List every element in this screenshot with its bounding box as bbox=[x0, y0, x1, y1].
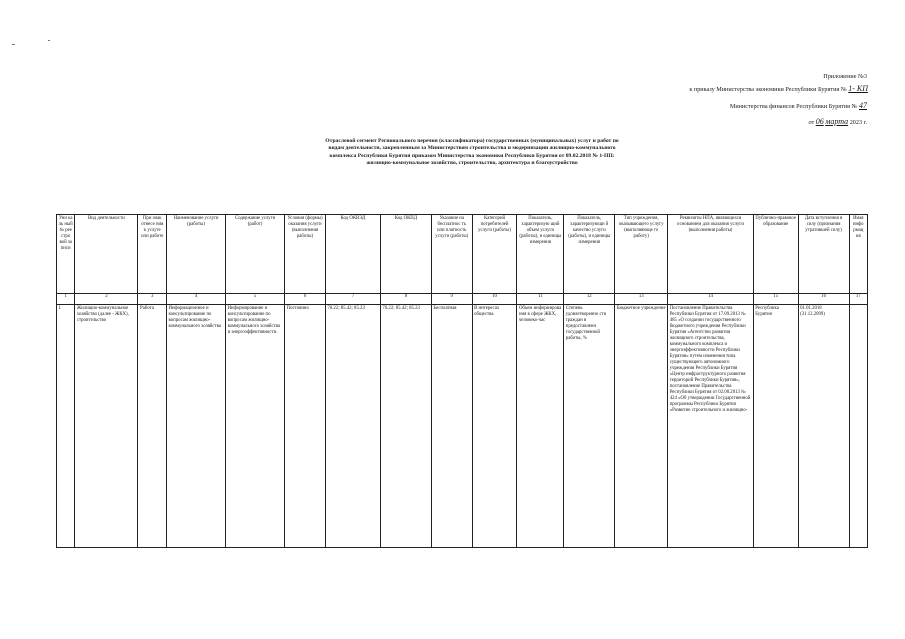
column-number: 14 bbox=[668, 294, 754, 305]
cell-okpd: 70.22; 85.42; 85.23 bbox=[380, 305, 431, 548]
cell-registry-number: 1 bbox=[57, 305, 75, 548]
date-year: 2023 г. bbox=[849, 119, 867, 126]
date-line bbox=[808, 117, 867, 126]
column-number: 7 bbox=[325, 294, 380, 305]
cell-legal-basis: Постановление Правительства Республики Бурятия от 17.09.2013 № 485 «О создании государственного бюджетного учреждения Республики Бурятия «Агентство развития жилищного строительства, коммунального комплекса и энергоэффективности Республики Бурятия» путем изменения типа существующего автономного учреждения Республики Бурятия «Центр инфраструктурного развития территорий Республики Бурятия», постановление Правительства Республики Бурятия от 02.08.2013 № 424 «Об утверждении Государственной программы Республики Бурятия «Развитие строительного и жилищно- bbox=[668, 305, 754, 548]
column-number: 16 bbox=[798, 294, 849, 305]
appendix-label bbox=[823, 73, 867, 80]
column-number: 1 bbox=[57, 294, 75, 305]
column-number: 4 bbox=[167, 294, 226, 305]
column-number: 8 bbox=[380, 294, 431, 305]
services-register-table bbox=[56, 214, 868, 548]
cell-service-name: Информационное и консультирование по вопросам жилищно-коммунального хозяйства bbox=[167, 305, 226, 548]
cell-other-info bbox=[849, 305, 867, 548]
scan-speck bbox=[48, 40, 50, 41]
cell-service-content: Информирование и консультирование по вопросам жилищно-коммунального хозяйства и энергоэффективности. bbox=[226, 305, 285, 548]
cell-quality-indicator: Степень удовлетворенно сти граждан в предоставленн государственной работы, % bbox=[564, 305, 615, 548]
column-number: 10 bbox=[472, 294, 517, 305]
order-line bbox=[689, 84, 868, 93]
column-number: 9 bbox=[431, 294, 472, 305]
table-row bbox=[57, 305, 868, 548]
col-header: Наименование услуги (работы) bbox=[167, 215, 226, 294]
col-header: Код ОКПД bbox=[380, 215, 431, 294]
cell-conditions: Постоянно bbox=[285, 305, 326, 548]
ministry-line-text: Министерства финансов Республики Бурятия № bbox=[729, 103, 858, 110]
date-prefix: от bbox=[808, 119, 815, 126]
ministry-line bbox=[730, 101, 867, 110]
column-number: 17 bbox=[849, 294, 867, 305]
date-day: 06 bbox=[815, 117, 824, 126]
cell-payment: Бесплатная bbox=[431, 305, 472, 548]
col-header: Реквизиты НПА, являющихся основанием для оказания услуги (выполнения работы) bbox=[668, 215, 754, 294]
ministry-number: 47 bbox=[859, 101, 867, 110]
col-header: Дата вступления в силу (признания утратившей силу) bbox=[798, 215, 849, 294]
column-number: 5 bbox=[226, 294, 285, 305]
cell-institution-type: Бюджетное учреждение bbox=[615, 305, 668, 548]
column-number: 2 bbox=[75, 294, 138, 305]
column-number-row bbox=[57, 294, 868, 305]
column-number: 12 bbox=[564, 294, 615, 305]
column-number: 6 bbox=[285, 294, 326, 305]
col-header: Вид деятельности bbox=[75, 215, 138, 294]
cell-public-entity: Республика Бурятия bbox=[753, 305, 798, 548]
col-header: Показатель, характеризую щий объем услуги (работы), и единицы измерения bbox=[517, 215, 564, 294]
col-header: Категорий потребителей услуги (работы) bbox=[472, 215, 517, 294]
col-header: Уни ка ль ный № рее стро вой за писи bbox=[57, 215, 75, 294]
cell-volume-indicator: Объем информирова ния в сфере ЖКХ, человеко-час bbox=[517, 305, 564, 548]
cell-service-or-work: Работа bbox=[138, 305, 167, 548]
col-header: Публично-правовое образование bbox=[753, 215, 798, 294]
cell-activity-type: Жилищно-коммунальное хозяйство (далее - ЖКХ), строительство bbox=[75, 305, 138, 548]
col-header: Иная инфо рмац ия bbox=[849, 215, 867, 294]
col-header: Показатель, характеризующи й качество услуги (работы), и единицы измерения bbox=[564, 215, 615, 294]
col-header: Условия (формы) оказания услуги (выполнения работы) bbox=[285, 215, 326, 294]
appendix-text: Приложение №3 bbox=[823, 73, 867, 80]
order-number: 1- КП bbox=[848, 84, 868, 93]
column-number: 15 bbox=[753, 294, 798, 305]
cell-consumers: В интересах общества bbox=[472, 305, 517, 548]
scan-speck bbox=[12, 44, 15, 45]
col-header: Тип учреждения, оказывающего услугу (выполняюще го работу) bbox=[615, 215, 668, 294]
col-header: Указание на бесплатнос ть или платность услуги (работы) bbox=[431, 215, 472, 294]
date-month: марта bbox=[825, 117, 849, 126]
header-row bbox=[57, 215, 868, 294]
col-header: Содержание услуги (работ) bbox=[226, 215, 285, 294]
column-number: 3 bbox=[138, 294, 167, 305]
column-number: 13 bbox=[615, 294, 668, 305]
order-line-text: к приказу Министерства экономики Республики Бурятия № bbox=[689, 86, 847, 93]
column-number: 11 bbox=[517, 294, 564, 305]
cell-effective-date: 01.01.2018 (31.12.2099) bbox=[798, 305, 849, 548]
col-header: При знак отнесе ния к услуге или работе bbox=[138, 215, 167, 294]
cell-okved: 70.22; 85.42; 85.23 bbox=[325, 305, 380, 548]
col-header: Код ОКВЭД bbox=[325, 215, 380, 294]
document-title: Отраслевой сегмент Регионального перечня (классификатора) государственных (муниципальных) услуг и работ по видам деятельности, закрепленным за Министерством строительства и модернизации жилищно-коммунального комплекса Республики Бурятия приказом Министерства экономики Республики Бурятия от 09.02.2018 № 1-ПП: жилищно-коммунальное хозяйство, строительство, архитектура и благоустройство bbox=[325, 138, 619, 166]
